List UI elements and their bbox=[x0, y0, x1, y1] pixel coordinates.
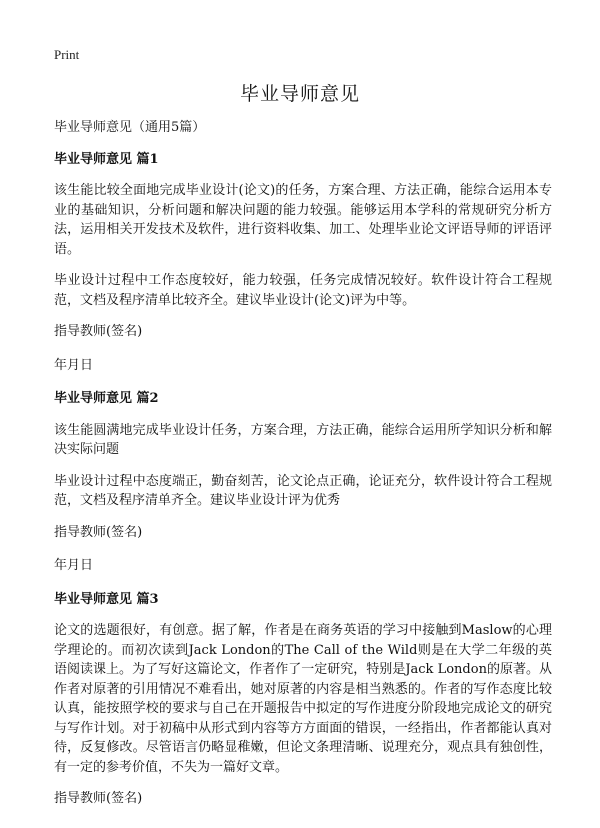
page-title: 毕业导师意见 bbox=[239, 83, 360, 105]
section-heading: 毕业导师意见 篇3 bbox=[54, 591, 159, 607]
paragraph: 毕业设计过程中态度端正，勤奋刻苦，论文论点正确，论证充分，软件设计符合工程规范，文档及程序清单齐全。建议毕业设计评为优秀 bbox=[54, 473, 552, 508]
section-heading: 毕业导师意见 篇1 bbox=[54, 151, 159, 167]
signature-line: 指导教师(签名) bbox=[54, 791, 143, 806]
paragraph: 该生能比较全面地完成毕业设计(论文)的任务，方案合理、方法正确，能综合运用本专业的基础知识，分析问题和解决问题的能力较强。能够运用本学科的常规研究分析方法，运用相关开发技术及软件，进行资料收集、加工、处理毕业论文评语导师的评语评语。 bbox=[54, 183, 552, 257]
paragraph: 毕业设计过程中工作态度较好，能力较强，任务完成情况较好。软件设计符合工程规范，文档及程序清单比较齐全。建议毕业设计(论文)评为中等。 bbox=[54, 273, 552, 308]
print-label: Print bbox=[54, 47, 80, 62]
section-2 bbox=[54, 389, 552, 576]
paragraph: 该生能圆满地完成毕业设计任务，方案合理，方法正确，能综合运用所学知识分析和解决实际问题 bbox=[54, 422, 552, 457]
signature-line: 指导教师(签名) bbox=[54, 324, 143, 339]
section-1 bbox=[54, 150, 552, 376]
section-heading: 毕业导师意见 篇2 bbox=[54, 391, 159, 406]
paragraph: 论文的选题很好，有创意。据了解，作者是在商务英语的学习中接触到Maslow的心理学理论的。而初次读到Jack London的The Call of the Wild则是在大学二年级的英语阅读课上。为了写好这篇论文，作者作了一定研究，特别是Jack London的原著。从作者对原著的引用情况不难看出，她对原著的内容是相当熟悉的。作者的写作态度比较认真，能按照学校的要求与自己在开题报告中拟定的写作进度分阶段地完成论文的研究与写作计划。对于初稿中从形式到内容等方方面面的错误，一经指出，作者都能认真对待，反复修改。尽管语言仍略显稚嫩，但论文条理清晰、说理充分，观点具有独创性，有一定的参考价值，不失为一篇好文章。 bbox=[54, 623, 552, 775]
date-line: 年月日 bbox=[54, 357, 94, 373]
document-subtitle: 毕业导师意见（通用5篇） bbox=[54, 120, 206, 135]
section-3 bbox=[54, 590, 552, 809]
document-body bbox=[54, 118, 552, 823]
signature-line: 指导教师(签名) bbox=[54, 524, 143, 540]
date-line: 年月日 bbox=[54, 558, 94, 573]
